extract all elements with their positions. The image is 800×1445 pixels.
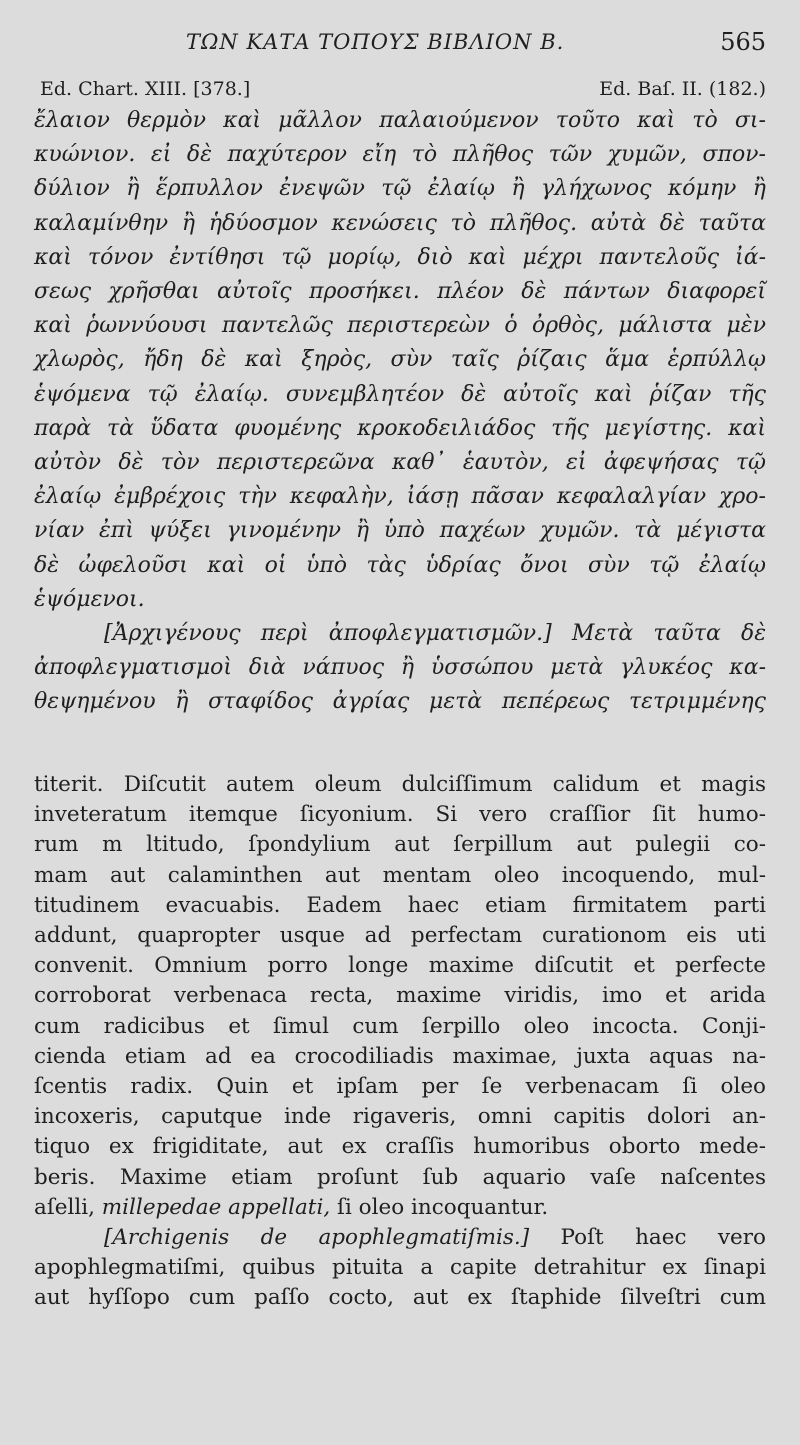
greek-line: κυώνιον. εἰ δὲ παχύτερον εἴη τὸ πλῆθος τῶν χυμῶν, σπον- — [34, 142, 766, 168]
latin-line: titudinem evacuabis. Eadem haec etiam firmitatem parti — [34, 892, 766, 918]
greek-line: καλαμίνθην ἢ ἡδύοσμον κενώσεις τὸ πλῆθος. αὐτὰ δὲ ταῦτα — [34, 210, 766, 236]
latin-line: tiquo ex frigiditate, aut ex craſſis humoribus oborto mede- — [34, 1134, 766, 1160]
latin-line — [34, 1223, 766, 1253]
latin-line — [34, 1193, 766, 1223]
latin-line: cum radicibus et ſimul cum ſerpillo oleo incocta. Conji- — [34, 1013, 766, 1039]
latin-line: cienda etiam ad ea crocodiliadis maximae, juxta aquas na- — [34, 1043, 766, 1069]
greek-line: αὐτὸν δὲ τὸν περιστερεῶνα καθ᾽ ἑαυτὸν, εἰ ἀφεψήσας τῷ — [34, 450, 766, 476]
latin-line: inveteratum itemque ſicyonium. Si vero craſſior ſit humo- — [34, 802, 766, 828]
latin-line: corroborat verbenaca recta, maxime viridis, imo et arida — [34, 983, 766, 1009]
latin-line: aut hyſſopo cum paſſo cocto, aut ex ſtaphide ſilveſtri cum — [34, 1285, 766, 1311]
greek-line: ἑψόμενοι. — [34, 586, 145, 612]
latin-italic-gloss: millepedae appellati, — [101, 1194, 331, 1220]
edition-chartier: Ed. Chart. XIII. [378.] — [40, 78, 251, 100]
latin-line: incoxeris, caputque inde rigaveris, omni capitis dolori an- — [34, 1104, 766, 1130]
latin-line: mam aut calaminthen aut mentam oleo incoquendo, mul- — [34, 862, 766, 888]
latin-line: titerit. Diſcutit autem oleum dulciſſimum calidum et magis — [34, 772, 766, 797]
greek-section-heading-line: [Ἀρχιγένους περὶ ἀποφλεγματισμῶν.] Μετὰ ταῦτα δὲ — [104, 621, 766, 647]
latin-text: ſi oleo incoquantur. — [330, 1194, 549, 1220]
greek-line: καὶ τόνον ἐντίθησι τῷ μορίῳ, διὸ καὶ μέχρι παντελοῦς ἰά- — [34, 244, 766, 270]
latin-line: addunt, quapropter usque ad perfectam curationom eis uti — [34, 923, 766, 949]
latin-section-heading: [Archigenis de apophlegmatiſmis.] — [104, 1225, 530, 1251]
greek-line: ἑψόμενα τῷ ἐλαίῳ. συνεμβλητέον δὲ αὐτοῖς καὶ ῥίζαν τῆς — [34, 381, 766, 407]
latin-text: Poſt haec vero — [529, 1225, 766, 1251]
greek-line: καὶ ῥωννύουσι παντελῶς περιστερεὼν ὁ ὀρθὸς, μάλιστα μὲν — [34, 313, 766, 339]
latin-line: beris. Maxime etiam proſunt ſub aquario vaſe naſcentes — [34, 1164, 766, 1190]
greek-line: σεως χρῆσθαι αὐτοῖς προσήκει. πλέον δὲ πάντων διαφορεῖ — [34, 279, 766, 305]
latin-text: aſelli, — [34, 1194, 102, 1220]
page-number: 565 — [720, 28, 766, 56]
greek-text — [34, 104, 766, 720]
greek-line: χλωρὸς, ἤδη δὲ καὶ ξηρὸς, σὺν ταῖς ῥίζαις ἅμα ἑρπύλλῳ — [34, 347, 766, 373]
greek-line: ἐλαίῳ ἐμβρέχοις τὴν κεφαλὴν, ἰάσῃ πᾶσαν κεφαλαλγίαν χρο- — [34, 484, 766, 510]
greek-line: θεψημένου ἢ σταφίδος ἀγρίας μετὰ πεπέρεως τετριμμένης — [34, 689, 766, 715]
greek-line: δὲ ὠφελοῦσι καὶ οἱ ὑπὸ τὰς ὑδρίας ὄνοι σὺν τῷ ἐλαίῳ — [34, 552, 766, 578]
latin-line: apophlegmatiſmi, quibus pituita a capite detrahitur ex ſinapi — [34, 1255, 766, 1281]
latin-translation — [34, 770, 766, 1314]
latin-line: convenit. Omnium porro longe maxime diſcutit et perfecte — [34, 953, 766, 979]
greek-line: ἀποφλεγματισμοὶ διὰ νάπυος ἢ ὑσσώπου μετὰ γλυκέος κα- — [34, 655, 766, 681]
running-title: ΤΩΝ ΚΑΤΑ ΤΟΠΟΥΣ ΒΙΒΛΙΟΝ Β. — [186, 30, 565, 54]
edition-basel: Ed. Baſ. II. (182.) — [599, 78, 766, 100]
latin-line: ſcentis radix. Quin et ipſam per ſe verbenacam ſi oleo — [34, 1074, 766, 1100]
running-head — [0, 28, 800, 64]
latin-line: rum m ltitudo, ſpondylium aut ſerpillum aut pulegii co- — [34, 832, 766, 858]
greek-line: παρὰ τὰ ὕδατα φυομένης κροκοδειλιάδος τῆς μεγίστης. καὶ — [34, 415, 766, 441]
greek-line: ἔλαιον θερμὸν καὶ μᾶλλον παλαιούμενον τοῦτο καὶ τὸ σι- — [34, 108, 766, 133]
greek-line: δύλιον ἢ ἕρπυλλον ἐνεψῶν τῷ ἐλαίῳ ἢ γλήχωνος κόμην ἢ — [34, 176, 766, 202]
greek-line: νίαν ἐπὶ ψύξει γινομένην ἢ ὑπὸ παχέων χυμῶν. τὰ μέγιστα — [34, 518, 766, 544]
edition-references — [40, 78, 766, 102]
